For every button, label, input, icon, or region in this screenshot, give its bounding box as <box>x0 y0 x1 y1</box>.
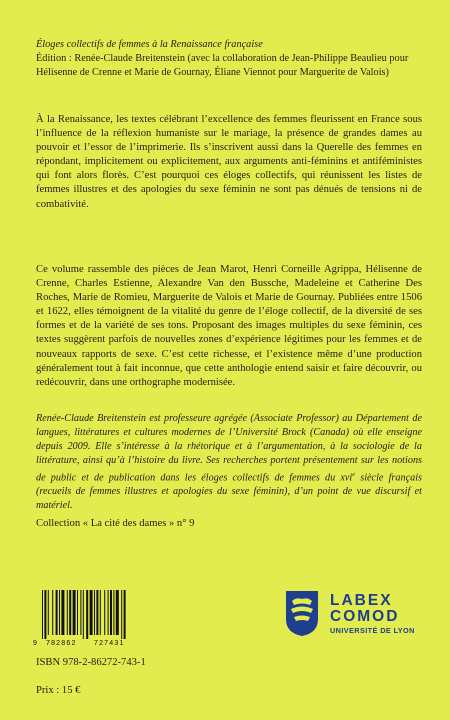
barcode-bar <box>113 590 114 635</box>
barcode-bar <box>108 590 109 635</box>
barcode-group-2: 727431 <box>94 640 125 647</box>
barcode-group-1: 782862 <box>46 640 77 647</box>
barcode-bar <box>73 590 76 635</box>
barcode-bar <box>86 590 88 639</box>
isbn: ISBN 978-2-86272-743-1 <box>36 657 146 668</box>
barcode-bar <box>61 590 64 635</box>
logo-line-3: UNIVERSITÉ DE LYON <box>330 626 415 635</box>
barcode-bar <box>59 590 60 635</box>
labex-comod-logo <box>284 587 424 647</box>
collection-line: Collection « La cité des dames » n° 9 <box>36 518 195 529</box>
barcode-bar <box>67 590 68 635</box>
century-superscript: e <box>352 470 356 478</box>
barcode-bar <box>100 590 101 635</box>
logo-wordmark <box>330 593 415 636</box>
author-bio-text-end: siècle français (recueils de femmes illustres et apologies du sexe féminin), d’un point de vue discursif et matériel. <box>36 472 422 511</box>
labex-emblem-icon <box>284 589 320 637</box>
barcode-bar <box>94 590 95 635</box>
author-bio <box>36 412 422 513</box>
barcode-bar <box>96 590 98 635</box>
barcode-bar <box>80 590 81 635</box>
barcode-bar <box>104 590 105 635</box>
barcode-graphic <box>32 587 150 647</box>
barcode-bar <box>77 590 78 635</box>
barcode-bar <box>48 590 49 635</box>
summary-paragraph-2: Ce volume rassemble des pièces de Jean Marot, Henri Corneille Agrippa, Hélisenne de Crenne, Charles Estienne, Alexandre Van den Bussche, Madeleine et Catherine Des Roches, Marie de Romieu, Marguerite de Valois et Marie de Gournay. Publiées entre 1506 et 1622, elles témoignent de la vitalité du genre de l’éloge collectif, de la diversité de ses formes et de la variété de ses tons. Proposant des images multiples du sexe féminin, ces textes suggèrent parfois de nouvelles zones d’expérience légitimes pour les femmes et de nouveaux rapports de sexe. C’est cette richesse, et l’existence même d’une production généralement tout à fait inconnue, que cette anthologie entend saisir et faire découvrir, ou redécouvrir, dans une orthographe modernisée. <box>36 264 422 388</box>
edition-credits: Édition : Renée-Claude Breitenstein (avec la collaboration de Jean-Philippe Beaulieu pour Hélisenne de Crenne et Marie de Gournay, Éliane Viennot pour Marguerite de Valois) <box>36 53 409 78</box>
barcode-bar <box>42 590 43 639</box>
barcode-bar <box>90 590 93 635</box>
author-bio-text: Renée-Claude Breitenstein est professeure agrégée (Associate Professor) au Département de langues, littératures et cultures modernes de l’Université Brock (Canada) où elle enseigne depuis 2009. Elle s’intéresse à la rhétorique et à l’argumentation, à la sociologie de la littérature, ainsi qu’à l’histoire du livre. Ses recherches portent présentement sur les notions de public et de publication dans les éloges collectifs de femmes du xvi <box>36 413 422 484</box>
barcode <box>32 587 150 647</box>
barcode-bar <box>56 590 58 635</box>
barcode-bar <box>121 590 122 639</box>
barcode-bar <box>44 590 46 639</box>
barcode-bar <box>52 590 53 635</box>
barcode-bar <box>83 590 84 639</box>
barcode-lead-digit: 9 <box>33 640 37 647</box>
summary-paragraph-1: À la Renaissance, les textes célébrant l’excellence des femmes fleurissent en France sous l’influence de la réflexion humaniste sur le mariage, la présence de grandes dames au pouvoir et l’essor de l’imprimerie. Ils s’inscrivent aussi dans la Querelle des femmes en répondant, implicitement ou explicitement, aux arguments anti-féminins et antiféministes qui font alors florès. C’est pourquoi ces éloges collectifs, qui réunissent les listes de femmes illustres et des apologies du sexe féminin ne sont pas dénués de tensions ni de combativité. <box>36 114 422 210</box>
barcode-bar <box>110 590 112 635</box>
barcode-bar <box>124 590 126 639</box>
logo-line-2: COMOD <box>330 608 400 625</box>
logo-line-1: LABEX <box>330 592 393 609</box>
book-title: Éloges collectifs de femmes à la Renaissance française <box>36 39 263 50</box>
price: Prix : 15 € <box>36 685 81 696</box>
barcode-bar <box>69 590 71 635</box>
barcode-bar <box>116 590 119 635</box>
